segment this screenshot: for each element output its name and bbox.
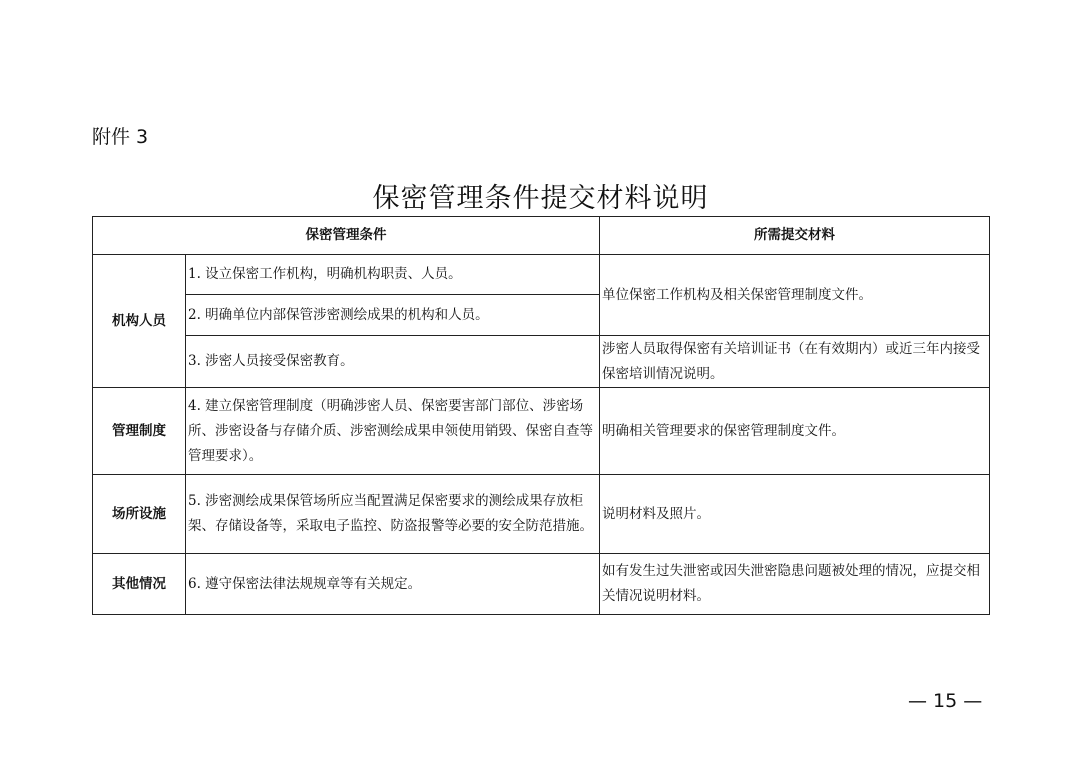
category-cell: 机构人员	[93, 255, 186, 388]
header-materials: 所需提交材料	[600, 217, 990, 255]
header-conditions: 保密管理条件	[93, 217, 600, 255]
condition-cell: 3. 涉密人员接受保密教育。	[186, 336, 600, 388]
table-row	[93, 554, 990, 615]
table-row	[93, 255, 990, 295]
table-row	[93, 475, 990, 554]
material-cell: 单位保密工作机构及相关保密管理制度文件。	[600, 255, 990, 336]
material-cell: 说明材料及照片。	[600, 475, 990, 554]
category-cell: 管理制度	[93, 388, 186, 475]
material-cell: 涉密人员取得保密有关培训证书（在有效期内）或近三年内接受保密培训情况说明。	[600, 336, 990, 388]
category-cell: 场所设施	[93, 475, 186, 554]
material-cell: 明确相关管理要求的保密管理制度文件。	[600, 388, 990, 475]
condition-cell: 5. 涉密测绘成果保管场所应当配置满足保密要求的测绘成果存放柜架、存储设备等，采取电子监控、防盗报警等必要的安全防范措施。	[186, 475, 600, 554]
table-header-row	[93, 217, 990, 255]
document-title: 保密管理条件提交材料说明	[372, 183, 709, 214]
table-row	[93, 388, 990, 475]
condition-cell: 6. 遵守保密法律法规规章等有关规定。	[186, 554, 600, 615]
table-row	[93, 336, 990, 388]
category-cell: 其他情况	[93, 554, 186, 615]
attachment-label: 附件 3	[92, 126, 149, 148]
requirements-table	[92, 216, 990, 615]
condition-cell: 4. 建立保密管理制度（明确涉密人员、保密要害部门部位、涉密场所、涉密设备与存储介质、涉密测绘成果申领使用销毁、保密自查等管理要求）。	[186, 388, 600, 475]
condition-cell: 2. 明确单位内部保管涉密测绘成果的机构和人员。	[186, 295, 600, 336]
page-number: — 15 —	[908, 690, 983, 712]
material-cell: 如有发生过失泄密或因失泄密隐患问题被处理的情况，应提交相关情况说明材料。	[600, 554, 990, 615]
condition-cell: 1. 设立保密工作机构，明确机构职责、人员。	[186, 255, 600, 295]
